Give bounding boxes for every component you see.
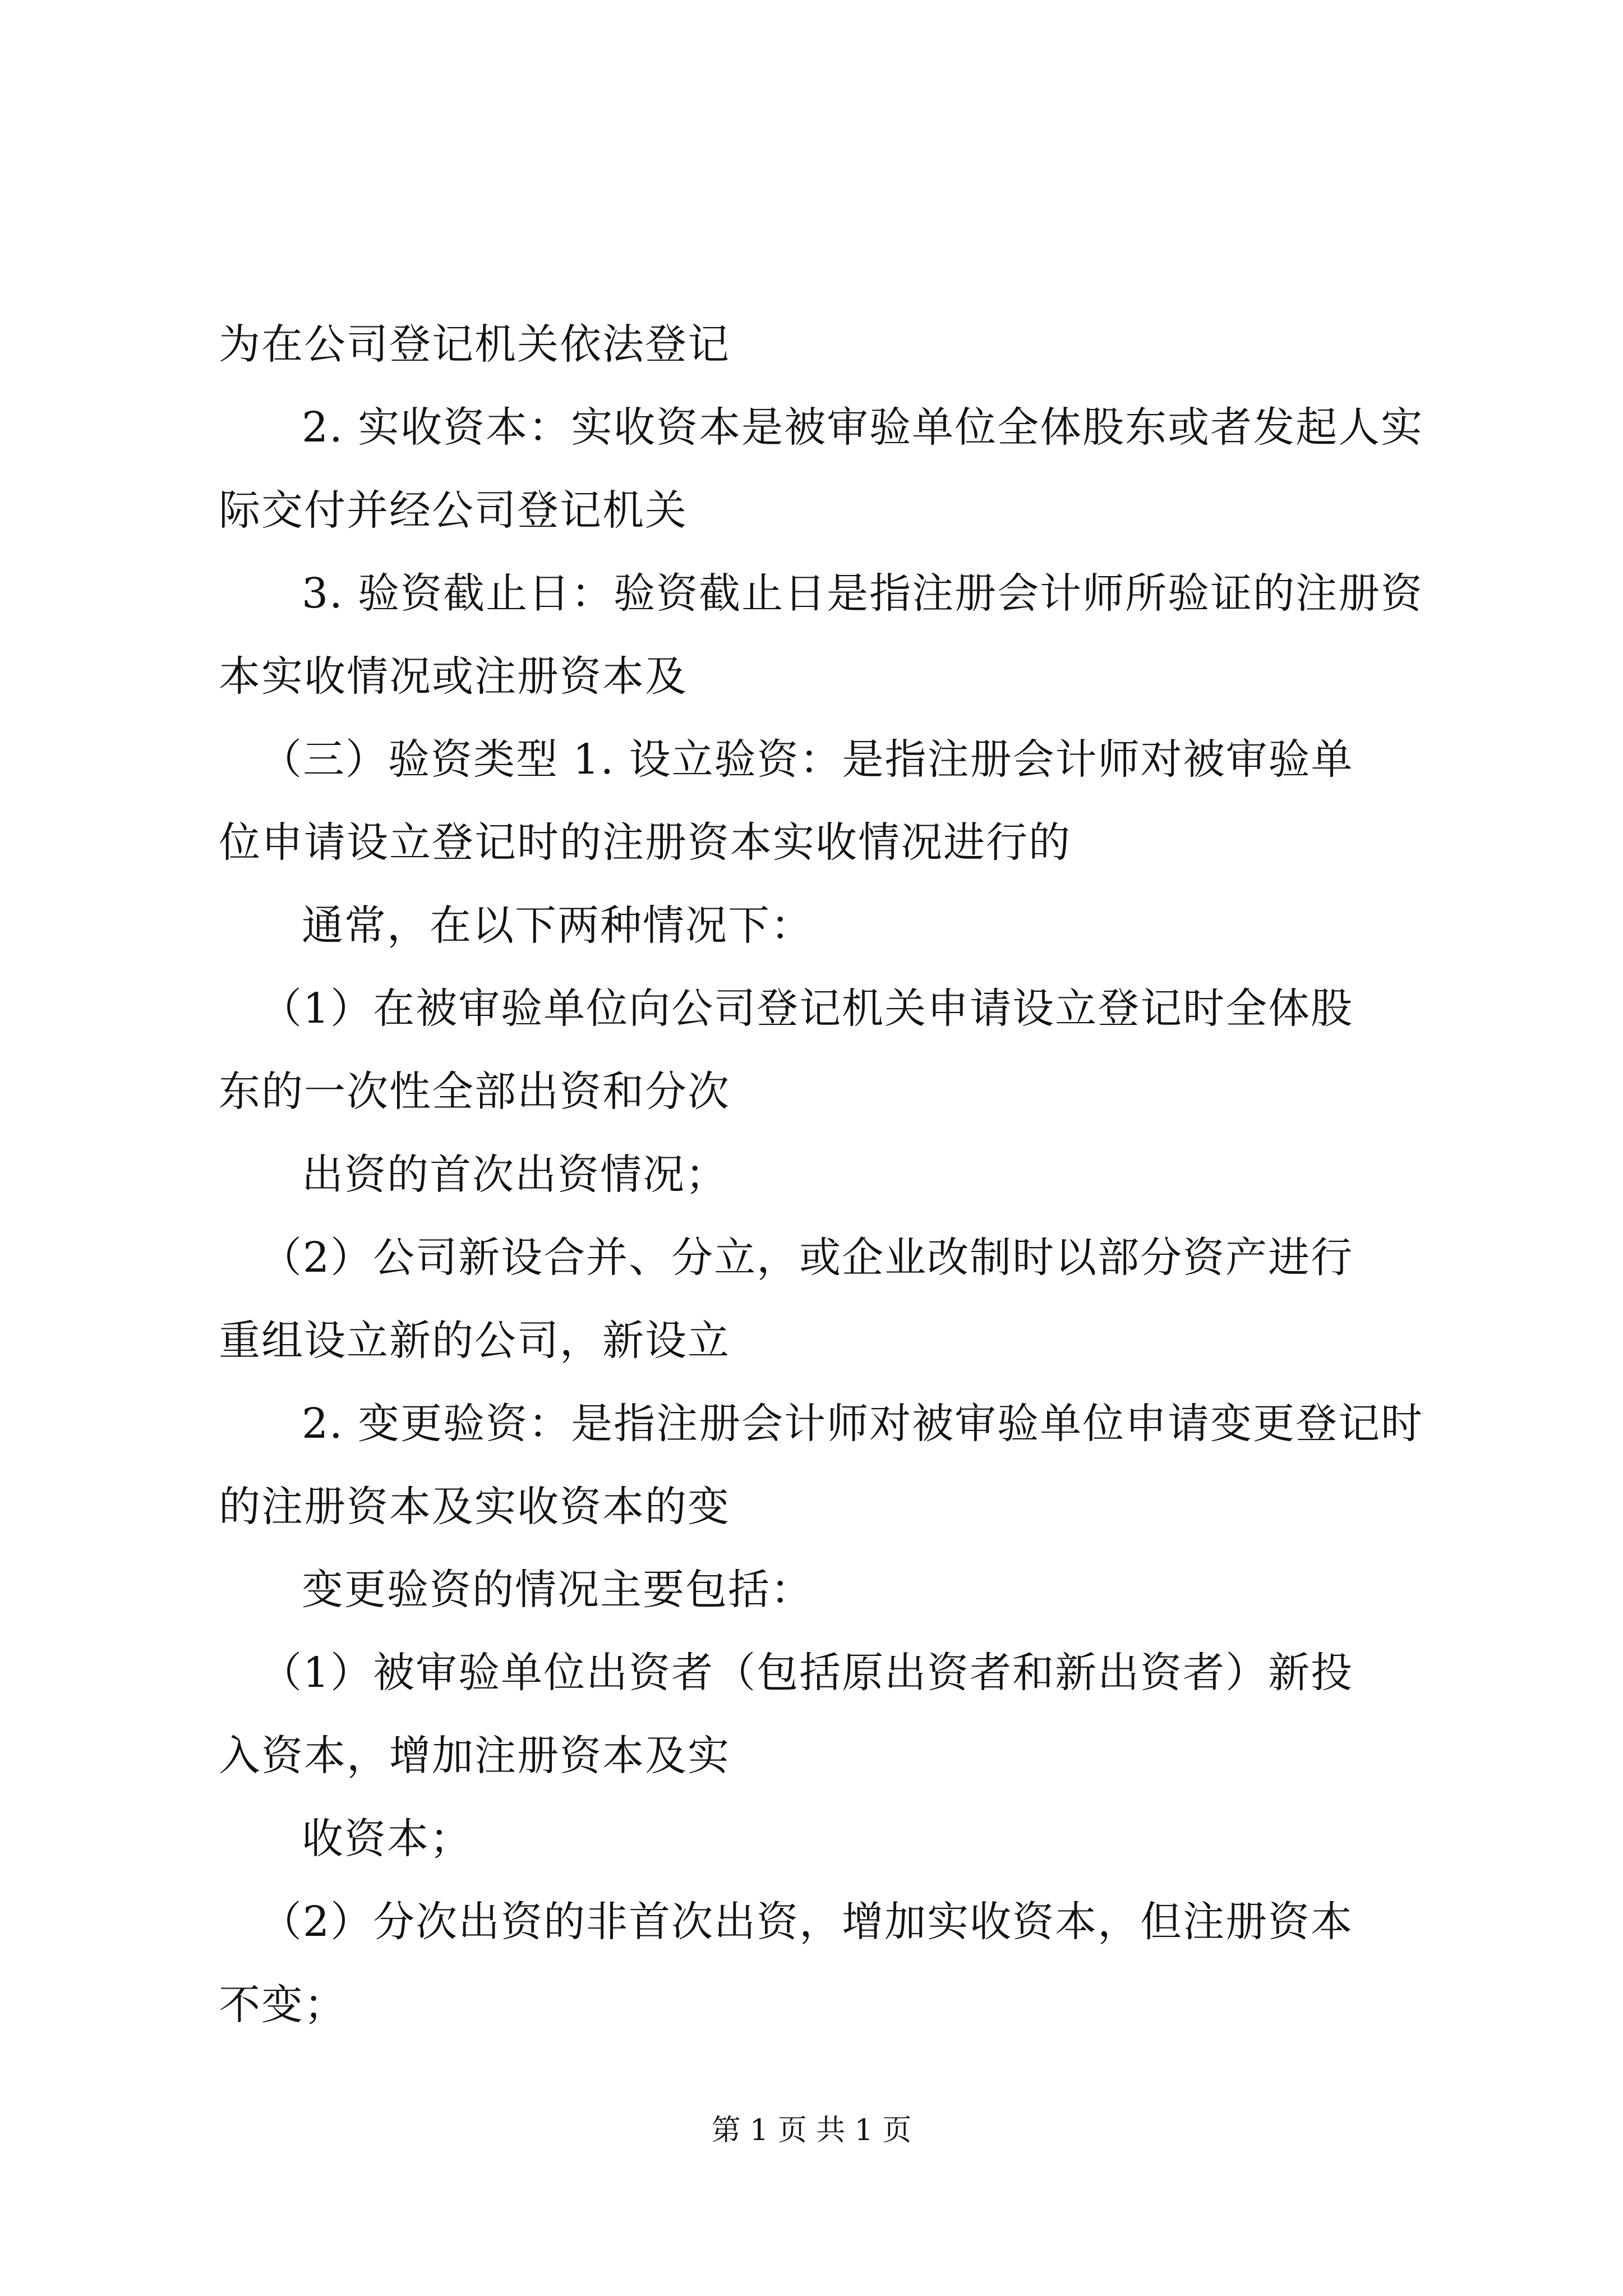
body-line: 重组设立新的公司，新设立 [219, 1317, 730, 1365]
body-line: 收资本； [302, 1815, 472, 1863]
document-body [219, 303, 1424, 2046]
page-number-label: 第 1 页 共 1 页 [711, 2114, 912, 2147]
body-line: 的注册资本及实收资本的变 [219, 1483, 730, 1531]
body-line: （1）在被审验单位向公司登记机关申请设立登记时全体股 [260, 984, 1354, 1033]
body-line: 变更验资的情况主要包括： [302, 1566, 813, 1614]
page-footer [0, 2106, 1623, 2148]
body-line: 2. 实收资本：实收资本是被审验单位全体股东或者发起人实 [302, 403, 1424, 452]
body-line: 入资本，增加注册资本及实 [219, 1732, 730, 1780]
body-line: 不变； [219, 1981, 347, 2029]
body-line: 2. 变更验资：是指注册会计师对被审验单位申请变更登记时 [302, 1400, 1424, 1448]
body-line: 际交付并经公司登记机关 [219, 486, 688, 535]
body-line: 位申请设立登记时的注册资本实收情况进行的 [219, 818, 1071, 867]
body-line: （2）分次出资的非首次出资，增加实收资本，但注册资本 [260, 1898, 1354, 1946]
body-line: （1）被审验单位出资者（包括原出资者和新出资者）新投 [260, 1649, 1354, 1697]
body-line: 本实收情况或注册资本及 [219, 652, 688, 701]
body-line: （三）验资类型 1. 设立验资：是指注册会计师对被审验单 [260, 735, 1354, 784]
body-line: 东的一次性全部出资和分次 [219, 1068, 730, 1116]
body-line: 为在公司登记机关依法登记 [219, 320, 730, 369]
body-line: 出资的首次出资情况； [302, 1151, 728, 1199]
body-line: （2）公司新设合并、分立，或企业改制时以部分资产进行 [260, 1234, 1354, 1282]
body-line: 3. 验资截止日：验资截止日是指注册会计师所验证的注册资 [302, 569, 1424, 618]
body-line: 通常，在以下两种情况下： [302, 901, 813, 950]
